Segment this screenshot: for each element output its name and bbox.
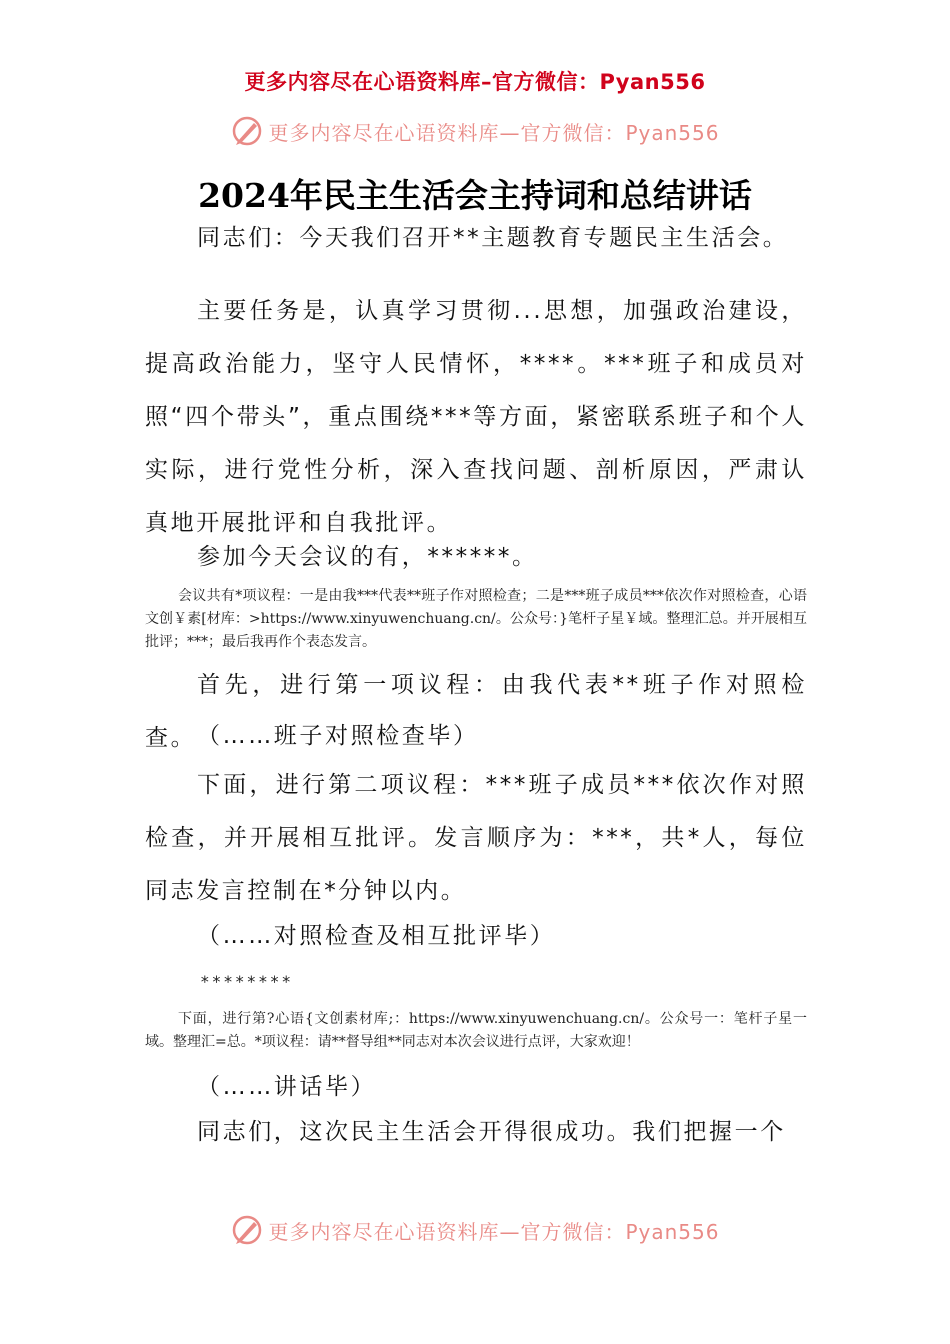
pen-logo-icon [230, 114, 264, 148]
paragraph-main-task: 主要任务是，认真学习贯彻...思想，加强政治建设，提高政治能力，坚守人民情怀，****。***班子和成员对照“四个带头”，重点围绕***等方面，紧密联系班子和个人实际，进行党性分析，深入查找问题、剖析原因，严肃认真地开展批评和自我批评。 [145, 298, 807, 536]
paragraph-second-item: 下面，进行第二项议程：***班子成员***依次作对照检查，并开展相互批评。发言顺序为：***，共*人，每位同志发言控制在*分钟以内。 [145, 772, 807, 904]
watermark-text: 更多内容尽在心语资料库—官方微信：Pyan556 [268, 120, 720, 145]
document-title: 2024年民主生活会主持词和总结讲话 [198, 176, 752, 215]
paragraph-agenda-small: 会议共有*项议程：一是由我***代表**班子作对照检查；二是***班子成员***依次作对照检查，心语文创￥素[材库：>https://www.xinyuwenchuang.cn/。公众号：}笔杆子星￥域。整理汇总。并开展相互批评；***；最后我再作个表态发言。 [145, 588, 807, 650]
stars-placeholder: ******** [200, 972, 294, 991]
paragraph-third-item-small: 下面，进行第?心语{文创素材库;：https://www.xinyuwenchuang.cn/。公众号一：笔杆子星一域。整理汇=总。*项议程：请**督导组**同志对本次会议进行点评，大家欢迎！ [145, 1011, 807, 1050]
watermark-top [0, 111, 950, 151]
paragraph-first-item-done: （……班子对照检查毕） [197, 723, 479, 749]
watermark-text: 更多内容尽在心语资料库—官方微信：Pyan556 [268, 1219, 720, 1244]
paragraph-speech-done: （……讲话毕） [197, 1074, 377, 1100]
paragraph-closing: 同志们，这次民主生活会开得很成功。我们把握一个 [197, 1119, 786, 1145]
paragraph-opening: 同志们：今天我们召开**主题教育专题民主生活会。 [197, 225, 789, 251]
paragraph-first-item: 首先，进行第一项议程：由我代表**班子作对照检查。 [145, 672, 807, 751]
top-banner: 更多内容尽在心语资料库–官方微信：Pyan556 [244, 70, 706, 94]
paragraph-second-item-done: （……对照检查及相互批评毕） [197, 923, 556, 949]
paragraph-attendees: 参加今天会议的有，******。 [197, 544, 538, 570]
watermark-bottom [0, 1210, 950, 1250]
pen-logo-icon [230, 1213, 264, 1247]
